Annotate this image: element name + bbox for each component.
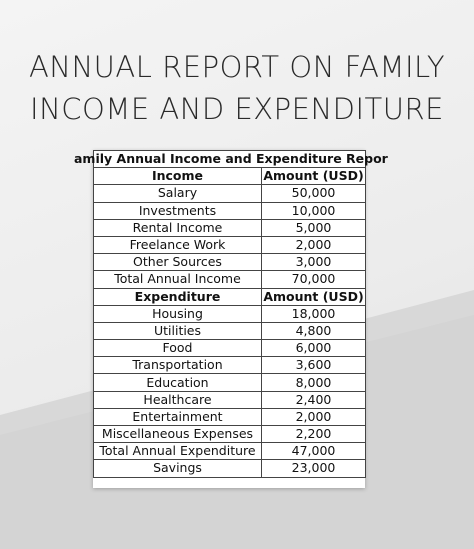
income-row [94,271,366,288]
row-label: Education [94,374,262,391]
row-label: Total Annual Income [94,271,262,288]
income-row [94,185,366,202]
row-label: Transportation [94,357,262,374]
expenditure-row [94,340,366,357]
report-table [74,150,388,478]
row-label: Rental Income [94,219,262,236]
expenditure-row [94,426,366,443]
row-label: Salary [94,185,262,202]
row-amount: 3,600 [262,357,366,374]
table-caption-row [94,151,366,168]
row-label: Utilities [94,322,262,339]
income-row [94,202,366,219]
row-amount: 2,000 [262,236,366,253]
row-label: Housing [94,305,262,322]
expenditure-row [94,443,366,460]
row-label: Healthcare [94,391,262,408]
row-label: Food [94,340,262,357]
expenditure-header-amount: Amount (USD) [263,288,364,304]
table-caption-text: amily Annual Income and Expenditure Repor [74,151,388,167]
income-row [94,219,366,236]
expenditure-row [94,391,366,408]
row-amount: 10,000 [262,202,366,219]
row-amount: 2,200 [262,426,366,443]
row-amount: 70,000 [262,271,366,288]
expenditure-row [94,357,366,374]
expenditure-row [94,374,366,391]
row-label: Savings [94,460,262,477]
income-row [94,236,366,253]
table-caption [74,151,388,168]
row-amount: 8,000 [262,374,366,391]
page-title [0,46,474,130]
income-header-label: Income [94,168,262,185]
row-amount: 50,000 [262,185,366,202]
row-amount: 4,800 [262,322,366,339]
row-label: Miscellaneous Expenses [94,426,262,443]
row-label: Freelance Work [94,236,262,253]
row-label: Entertainment [94,408,262,425]
row-amount: 6,000 [262,340,366,357]
expenditure-header-label: Expenditure [94,288,262,305]
title-line-1: ANNUAL REPORT ON FAMILY [28,50,446,84]
expenditure-row [94,305,366,322]
row-amount: 2,400 [262,391,366,408]
row-label: Investments [94,202,262,219]
expenditure-row [94,322,366,339]
expenditure-row [94,408,366,425]
row-amount: 23,000 [262,460,366,477]
row-amount: 5,000 [262,219,366,236]
expenditure-header-row [94,288,366,305]
income-header-amount: Amount (USD) [263,168,364,184]
row-amount: 2,000 [262,408,366,425]
row-amount: 47,000 [262,443,366,460]
row-label: Other Sources [94,254,262,271]
income-header-row [94,168,366,185]
title-line-2: INCOME AND EXPENDITURE [30,92,444,126]
expenditure-row [94,460,366,477]
income-row [94,254,366,271]
row-amount: 3,000 [262,254,366,271]
row-amount: 18,000 [262,305,366,322]
spreadsheet-table [74,150,388,488]
row-label: Total Annual Expenditure [94,443,262,460]
